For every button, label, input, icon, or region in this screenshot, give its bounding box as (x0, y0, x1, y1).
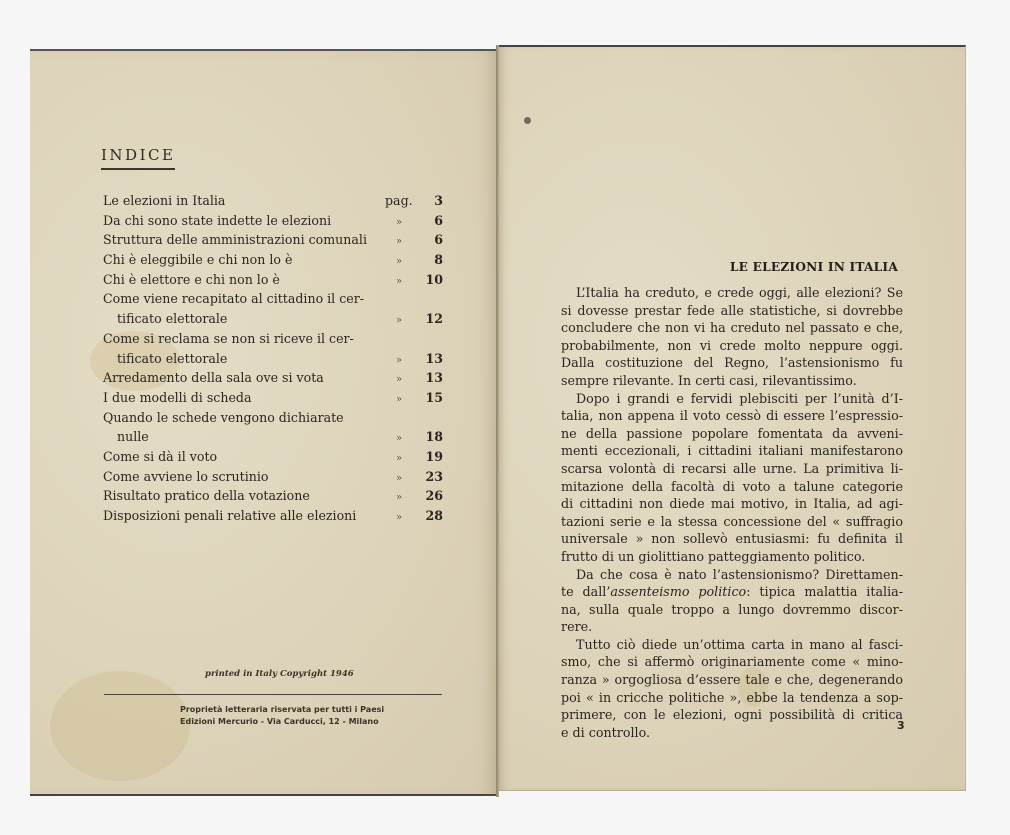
toc-entry (103, 390, 443, 410)
chapter-body-text (561, 284, 903, 741)
toc-entry-separator: » (395, 275, 403, 287)
text-line: smo, che si affermò originariamente come « mino- (561, 654, 903, 670)
toc-entry-separator: » (395, 256, 403, 268)
text-line: si dovesse prestar fede alle statistiche, si dovrebbe (561, 302, 903, 318)
toc-entry-title: Come si reclama se non si riceve il cer- (103, 330, 354, 346)
toc-entry-title: Da chi sono state indette le elezioni (103, 212, 332, 228)
toc-entry-title: Chi è elettore e chi non lo è (103, 271, 280, 287)
toc-entry-separator: » (395, 315, 403, 327)
toc-entry (103, 429, 443, 449)
text-line: universale » non sollevò entusiasmi: fu definita il (561, 531, 903, 547)
toc-entry-title: tificato elettorale (117, 311, 228, 327)
text-line: probabilmente, non vi crede molto neppure oggi. (561, 337, 903, 353)
text-line: primere, con le elezioni, ogni possibilità di critica (561, 707, 903, 723)
page-number: 3 (897, 719, 905, 732)
toc-entry-page: 12 (425, 311, 443, 327)
toc-entry (103, 469, 443, 489)
imprint-rights: Proprietà letteraria riservata per tutti i Paesi (180, 705, 385, 714)
toc-entry-page: 6 (434, 232, 443, 248)
toc-entry-separator: » (395, 433, 403, 445)
toc-entry-page: 10 (425, 271, 443, 287)
toc-entry-separator: » (395, 354, 403, 366)
text-line: e di controllo. (561, 724, 651, 740)
text-line: Dopo i grandi e fervidi plebisciti per l’unità d’I- (576, 390, 903, 406)
text-line: concludere che non vi ha creduto nel passato e che, (561, 320, 903, 336)
toc-entry (103, 508, 443, 528)
toc-entry-separator: » (395, 236, 403, 248)
toc-entry-separator: » (395, 393, 403, 405)
toc-entry (103, 252, 443, 272)
toc-entry (103, 488, 443, 508)
toc-entry-page: 15 (425, 389, 443, 405)
toc-entry-title: Come avviene lo scrutinio (103, 468, 269, 484)
toc-entry (103, 410, 443, 430)
italic-phrase: assenteismo politico (610, 584, 747, 600)
toc-entry-page: 13 (425, 350, 443, 366)
text-line: rere. (561, 619, 593, 635)
toc-entry (103, 193, 443, 213)
toc-entry-page: 8 (434, 252, 443, 268)
imprint (180, 704, 384, 728)
toc-entry-title: Quando le schede vengono dichiarate (103, 409, 344, 425)
toc-entry-page: 6 (434, 212, 443, 228)
toc-entry-separator: » (395, 472, 403, 484)
toc-entry (103, 370, 443, 390)
toc-entry-title: Arredamento della sala ove si vota (103, 370, 324, 386)
toc-entry-title: tificato elettorale (117, 350, 228, 366)
toc-entry-title: Le elezioni in Italia (103, 193, 226, 208)
text-line: poi « in cricche politiche », ebbe la tendenza a sop- (561, 689, 903, 705)
toc-entry (103, 232, 443, 252)
table-of-contents (103, 193, 443, 528)
text-line: L’Italia ha creduto, e crede oggi, alle elezioni? Se (576, 285, 903, 300)
text-line: scarsa volontà di recarsi alle urne. La primitiva li- (561, 460, 903, 476)
toc-entry-title: Disposizioni penali relative alle elezioni (103, 508, 357, 523)
toc-entry-separator: » (395, 492, 403, 504)
toc-entry-title: Come viene recapitato al cittadino il cer- (103, 291, 364, 307)
book-spine (496, 45, 499, 797)
text-line: Dalla costituzione del Regno, l’astensionismo fu (561, 355, 903, 371)
toc-entry-page: 23 (425, 468, 443, 484)
toc-entry-page: 13 (425, 370, 443, 386)
text-line: ranza » orgogliosa d’essere tale e che, degenerando (561, 672, 903, 688)
text-line: Da che cosa è nato l’astensionismo? Direttamen- (576, 566, 903, 582)
toc-entry-separator: pag. (385, 193, 413, 208)
toc-entry-separator: » (395, 512, 403, 523)
printed-in-italy-line: printed in Italy Copyright 1946 (205, 669, 354, 679)
text-line: frutto di un giolittiano patteggiamento politico. (561, 548, 866, 564)
toc-entry-page: 26 (425, 488, 443, 504)
text-line: mitazione della facoltà di voto a talune categorie (561, 478, 903, 494)
chapter-title: LE ELEZIONI IN ITALIA (729, 260, 898, 274)
index-title: INDICE (101, 146, 175, 170)
toc-entry (103, 331, 443, 351)
paper-stain (50, 671, 190, 781)
toc-entry-separator: » (395, 216, 403, 228)
ink-spot (524, 117, 531, 124)
toc-entry-title: Risultato pratico della votazione (103, 488, 310, 504)
toc-entry (103, 449, 443, 469)
toc-entry-title: I due modelli di scheda (103, 389, 252, 405)
toc-entry-page: 18 (425, 429, 443, 445)
text-line: menti eccezionali, i cittadini italiani manifestarono (561, 443, 903, 459)
toc-entry-title: nulle (117, 429, 149, 445)
toc-entry (103, 272, 443, 292)
toc-entry (103, 213, 443, 233)
toc-entry-title: Struttura delle amministrazioni comunali (103, 232, 367, 248)
imprint-publisher: Edizioni Mercurio - Via Carducci, 12 - Milano (180, 717, 379, 726)
toc-entry-title: Chi è eleggibile e chi non lo è (103, 252, 293, 268)
text-line: ne della passione popolare fomentata da avveni- (561, 425, 903, 441)
text-line: Tutto ciò diede un’ottima carta in mano al fasci- (576, 636, 903, 652)
toc-entry-page: 19 (425, 448, 443, 464)
toc-entry (103, 351, 443, 371)
toc-entry (103, 311, 443, 331)
text-line: tazioni serie e la stessa concessione del « suffragio (561, 513, 903, 529)
toc-entry-title: Come si dà il voto (103, 448, 218, 464)
text-line: sempre rilevante. In certi casi, rilevantissimo. (561, 372, 857, 388)
text-line: talia, non appena il voto cessò di essere l’espressio- (561, 408, 903, 424)
text-line: na, sulla quale troppo a lungo dovremmo discor- (561, 601, 903, 617)
toc-entry-page: 3 (434, 193, 443, 208)
toc-entry (103, 291, 443, 311)
toc-entry-page: 28 (425, 508, 443, 523)
toc-entry-separator: » (395, 452, 403, 464)
text-line: te dall’assenteismo politico: tipica malattia italia- (561, 584, 903, 600)
divider-rule (104, 694, 442, 695)
text-line: di cittadini non diede mai motivo, in Italia, ad agi- (561, 496, 903, 512)
toc-entry-separator: » (395, 374, 403, 386)
